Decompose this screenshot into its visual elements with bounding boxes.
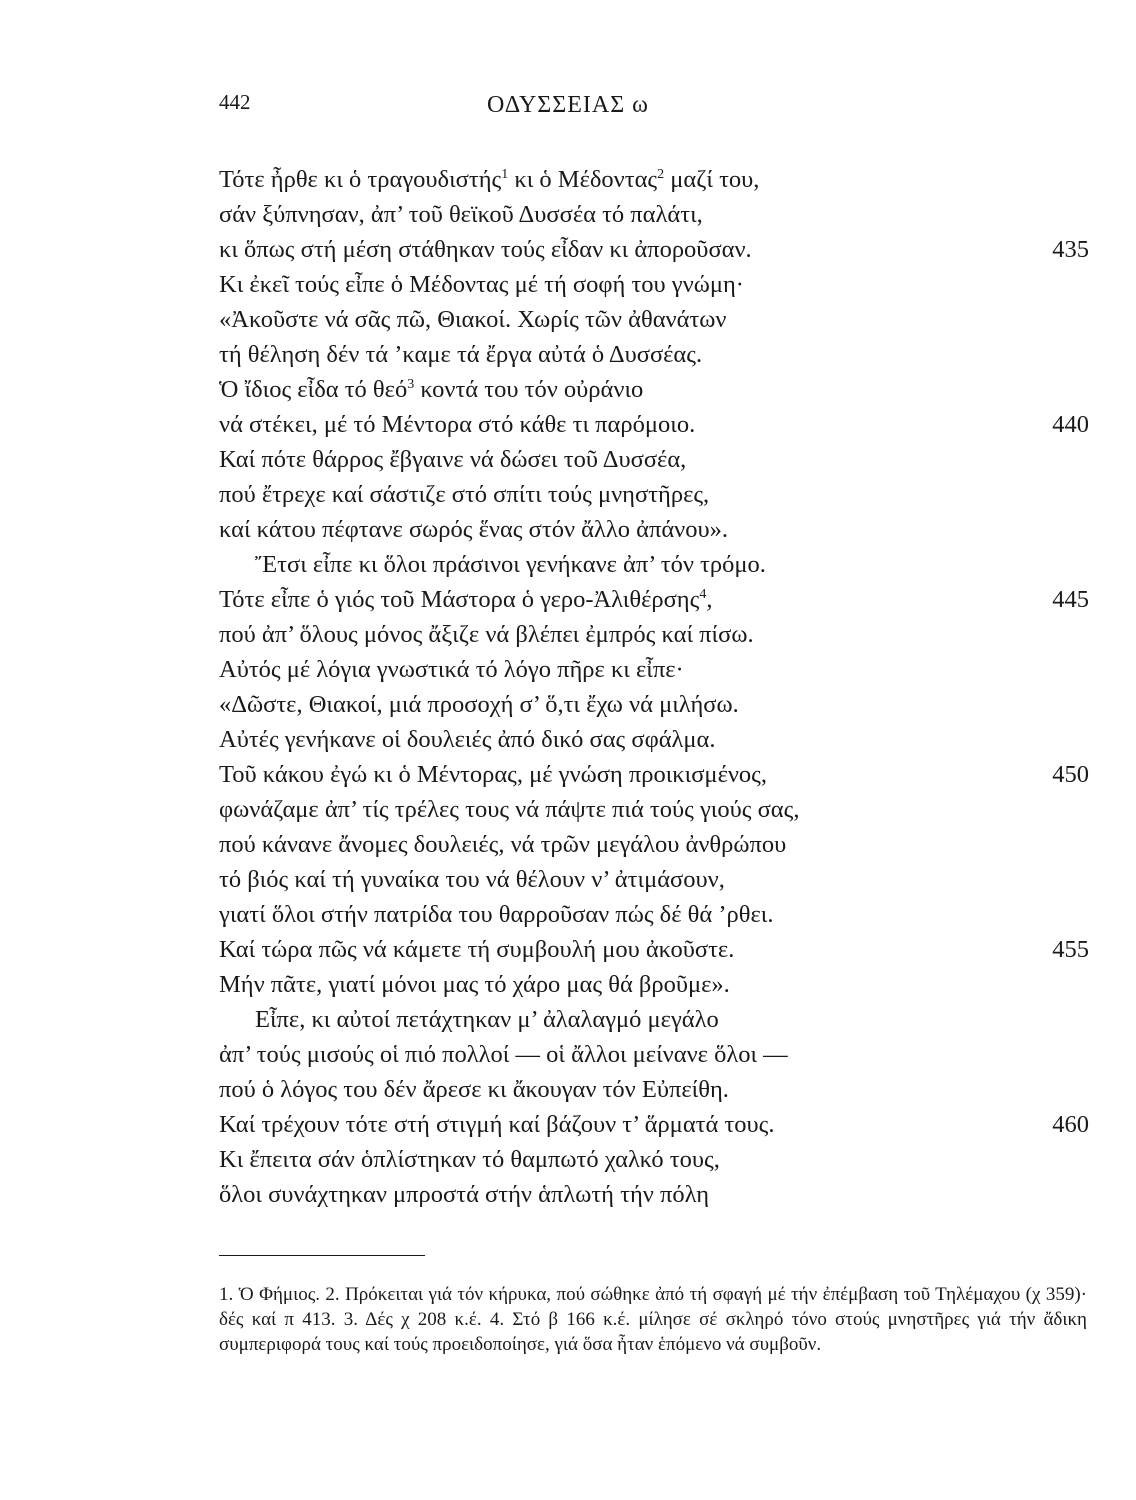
verse-text [219,936,734,963]
verse-fragment: φωνάζαμε ἀπ’ τίς τρέλες τους νά πάψτε πιά τούς γιούς σας, [219,796,800,823]
verse-text [219,166,759,193]
verse-line [219,302,1089,337]
verse-line [219,617,1089,652]
poem-text [219,162,1089,1212]
verse-fragment: τό βιός καί τή γυναίκα του νά θέλουν ν’ ἀτιμάσουν, [219,866,725,893]
verse-fragment: Εἶπε, κι αὐτοί πετάχτηκαν μ’ ἀλαλαγμό μεγάλο [255,1006,719,1033]
verse-text [219,901,773,928]
verse-fragment: νά στέκει, μέ τό Μέντορα στό κάθε τι παρόμοιο. [219,411,696,438]
verse-text [219,446,686,473]
verse-fragment: Τοῦ κάκου ἐγώ κι ὁ Μέντορας, μέ γνώση προικισμένος, [219,761,768,788]
verse-line [219,407,1089,442]
verse-text [219,1146,720,1173]
verse-text [219,796,799,823]
verse-fragment: ἀπ’ τούς μισούς οἱ πιό πολλοί — οἱ ἄλλοι μείνανε ὅλοι — [219,1041,788,1068]
verse-fragment: πού ἔτρεχε καί σάστιζε στό σπίτι τούς μνηστῆρες, [219,481,710,508]
verse-line [219,477,1089,512]
verse-line [219,1142,1089,1177]
verse-line [219,372,1089,407]
verse-text [219,1041,788,1068]
verse-text [219,236,752,263]
verse-fragment: σάν ξύπνησαν, ἀπ’ τοῦ θεϊκοῦ Δυσσέα τό παλάτι, [219,201,703,228]
verse-line [219,1107,1089,1142]
verse-line [219,547,1089,582]
verse-fragment: Αὐτές γενήκανε οἱ δουλειές ἀπό δικό σας σφάλμα. [219,726,716,753]
verse-fragment: πού ὁ λόγος του δέν ἄρεσε κι ἄκουγαν τόν Εὐπείθη. [219,1076,729,1103]
footnote-marker: 2 [657,167,665,182]
verse-fragment: Τότε ἦρθε κι ὁ τραγουδιστής [219,166,502,193]
verse-fragment: κοντά του τόν οὐράνιο [414,376,644,403]
verse-fragment: Τότε εἶπε ὁ γιός τοῦ Μάστορα ὁ γερο-Ἀλιθέρσης [219,586,700,613]
verse-text [219,201,703,228]
verse-text [219,691,739,718]
verse-text [219,306,727,333]
line-number: 455 [1052,936,1089,963]
verse-text [219,551,766,578]
verse-fragment: καί κάτου πέφτανε σωρός ἕνας στόν ἄλλο ἀπάνου». [219,516,728,543]
verse-text [219,831,786,858]
verse-line [219,897,1089,932]
verse-line [219,1002,1089,1037]
verse-text [219,971,730,998]
verse-fragment: πού ἀπ’ ὅλους μόνος ἄξιζε νά βλέπει ἐμπρός καί πίσω. [219,621,754,648]
verse-fragment: Κι ἐκεῖ τούς εἶπε ὁ Μέδοντας μέ τή σοφή του γνώμη· [219,271,744,298]
verse-fragment: Κι ἔπειτα σάν ὁπλίστηκαν τό θαμπωτό χαλκό τους, [219,1146,720,1173]
verse-text [219,1076,729,1103]
verse-line [219,232,1089,267]
verse-line [219,652,1089,687]
line-number: 435 [1052,236,1089,263]
verse-fragment: Καί τώρα πῶς νά κάμετε τή συμβουλή μου ἀκοῦστε. [219,936,735,963]
verse-line [219,862,1089,897]
verse-text [219,656,684,683]
footnote-marker: 1 [501,167,509,182]
verse-fragment: ὅλοι συνάχτηκαν μπροστά στήν ἁπλωτή τήν πόλη [219,1181,710,1208]
verse-text [219,376,643,403]
verse-line [219,512,1089,547]
verse-line [219,1072,1089,1107]
verse-line [219,337,1089,372]
footnote-separator [219,1255,425,1256]
verse-text [219,761,767,788]
verse-line [219,162,1089,197]
verse-fragment: «Δῶστε, Θιακοί, μιά προσοχή σ’ ὅ,τι ἔχω νά μιλήσω. [219,691,739,718]
line-number: 460 [1052,1111,1089,1138]
verse-text [219,271,744,298]
footnotes [219,1282,1087,1357]
verse-text [219,866,725,893]
verse-text [219,621,754,648]
verse-text [219,726,716,753]
footnote-text: 1. Ὁ Φήμιος. 2. Πρόκειται γιά τόν κήρυκα, πού σώθηκε ἀπό τή σφαγή μέ τήν ἐπέμβαση τοῦ Τηλέμαχου (χ 359)· δές καί π 413. 3. Δές χ 208 κ.έ. 4. Στό β 166 κ.έ. μίλησε σέ σκληρό τόνο στούς μνηστῆρες γιά τήν ἄδικη συμπεριφορά τους καί τούς προειδοποίησε, γιά ὅσα ἦταν ἑπόμενο νά συμβοῦν. [219,1284,1087,1355]
verse-line [219,827,1089,862]
page-number: 442 [219,90,251,114]
verse-text [219,411,695,438]
verse-line [219,442,1089,477]
verse-fragment: Καί τρέχουν τότε στή στιγμή καί βάζουν τ’ ἅρματά τους. [219,1111,775,1138]
verse-fragment: πού κάνανε ἄνομες δουλειές, νά τρῶν μεγάλου ἀνθρώπου [219,831,787,858]
verse-line [219,722,1089,757]
verse-line [219,967,1089,1002]
line-number: 445 [1052,586,1089,613]
verse-line [219,757,1089,792]
verse-fragment: «Ἀκοῦστε νά σᾶς πῶ, Θιακοί. Χωρίς τῶν ἀθανάτων [219,306,727,333]
line-number: 450 [1052,761,1089,788]
verse-fragment: μαζί του, [664,166,760,193]
footnote-marker: 3 [407,377,415,392]
verse-line [219,1037,1089,1072]
verse-fragment: κι ὁ Μέδοντας [508,166,658,193]
verse-fragment: , [706,586,713,613]
verse-line [219,267,1089,302]
verse-line [219,932,1089,967]
verse-fragment: τή θέληση δέν τά ’καμε τά ἔργα αὐτά ὁ Δυσσέας. [219,341,703,368]
verse-fragment: γιατί ὅλοι στήν πατρίδα του θαρροῦσαν πώς δέ θά ’ρθει. [219,901,774,928]
verse-line [219,1177,1089,1212]
verse-text [219,1111,775,1138]
verse-line [219,687,1089,722]
running-title: ΟΔΥΣΣΕΙΑΣ ω [487,92,649,118]
verse-text [219,341,702,368]
footnote-marker: 4 [699,587,707,602]
verse-text [219,516,728,543]
verse-fragment: Ἔτσι εἶπε κι ὅλοι πράσινοι γενήκανε ἀπ’ τόν τρόμο. [255,551,766,578]
verse-fragment: Ὁ ἴδιος εἶδα τό θεό [219,376,408,403]
verse-line [219,197,1089,232]
verse-text [219,586,712,613]
verse-fragment: Αὐτός μέ λόγια γνωστικά τό λόγο πῆρε κι εἶπε· [219,656,684,683]
line-number: 440 [1052,411,1089,438]
verse-fragment: Μήν πᾶτε, γιατί μόνοι μας τό χάρο μας θά βροῦμε». [219,971,730,998]
verse-line [219,582,1089,617]
verse-text [219,481,709,508]
verse-fragment: Καί πότε θάρρος ἔβγαινε νά δώσει τοῦ Δυσσέα, [219,446,687,473]
verse-text [219,1006,719,1033]
verse-text [219,1181,709,1208]
verse-line [219,792,1089,827]
verse-fragment: κι ὅπως στή μέση στάθηκαν τούς εἶδαν κι ἀποροῦσαν. [219,236,752,263]
